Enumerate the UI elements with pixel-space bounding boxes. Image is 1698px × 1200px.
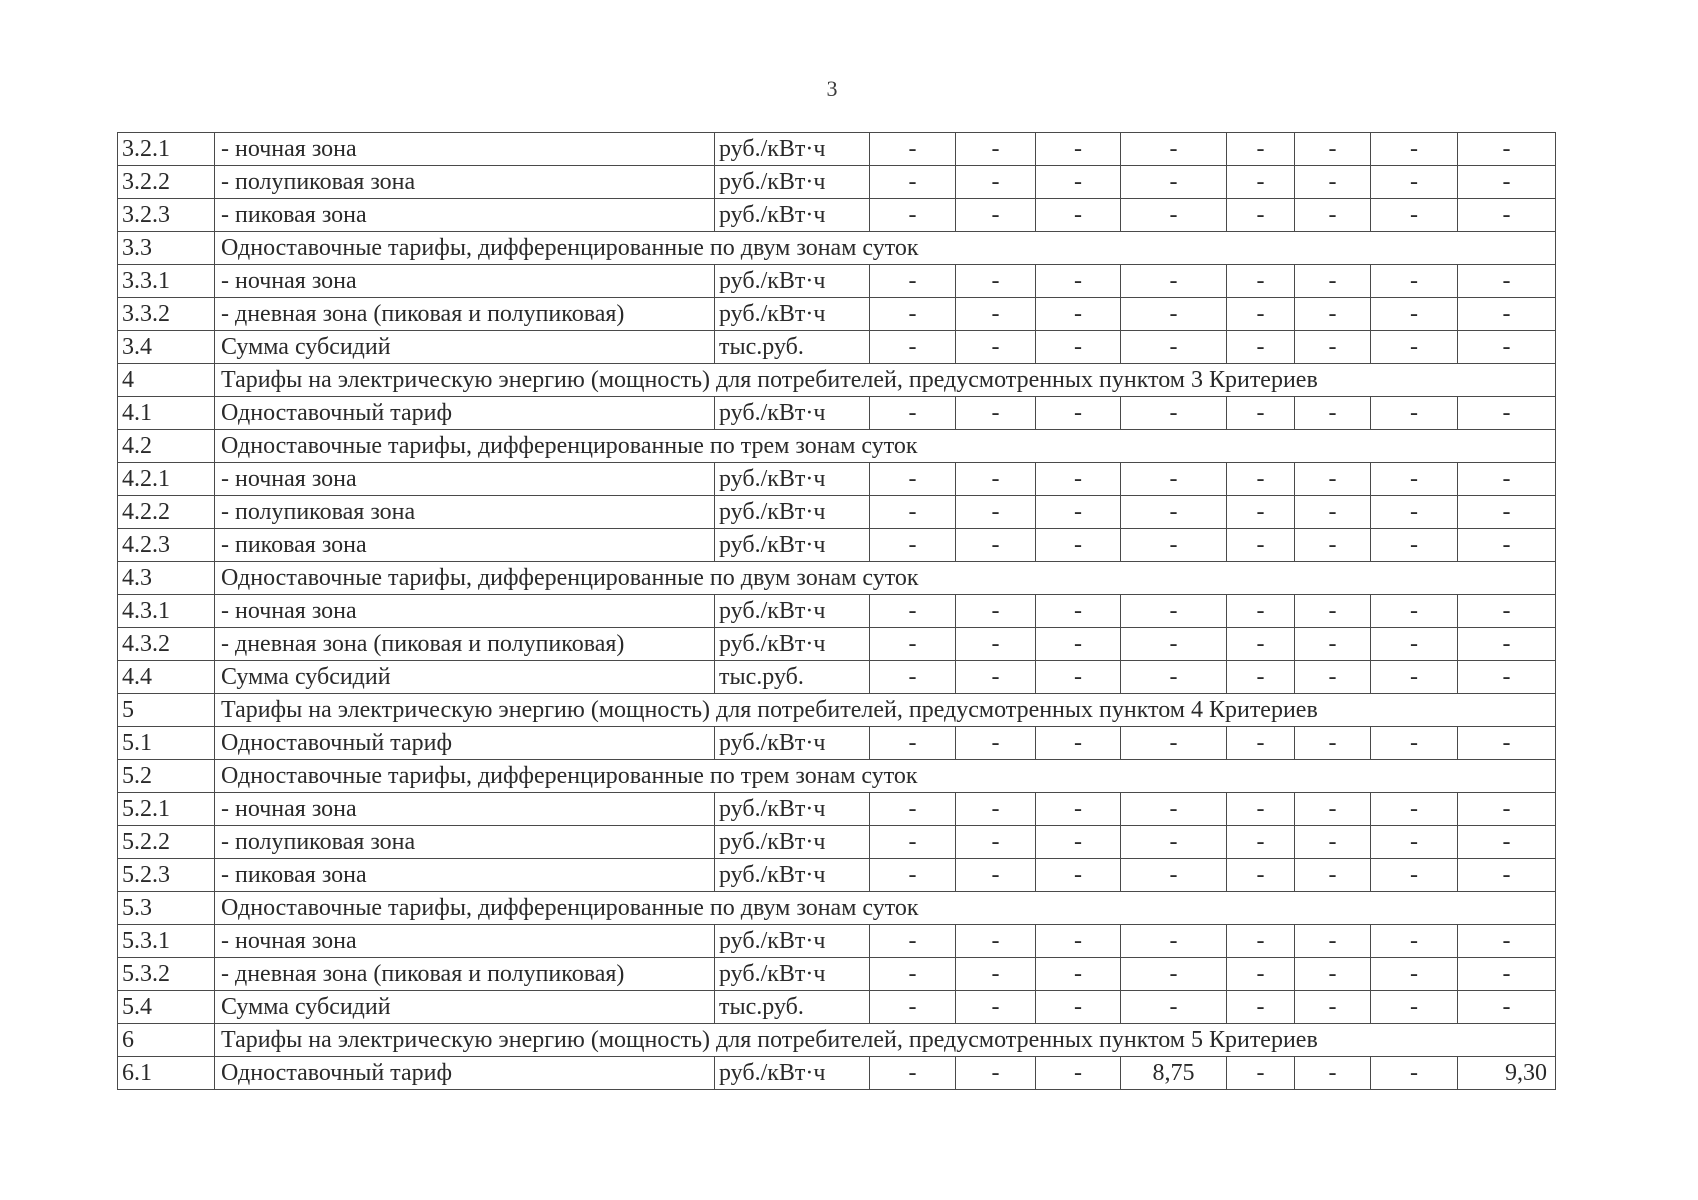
value-cell: - xyxy=(1295,958,1371,991)
value-cell: - xyxy=(956,826,1036,859)
value-cell: - xyxy=(870,793,956,826)
value-cell: - xyxy=(956,496,1036,529)
value-cell: - xyxy=(870,1057,956,1090)
value-cell: - xyxy=(1458,397,1556,430)
value-cell: - xyxy=(1371,727,1458,760)
row-number: 5.3.2 xyxy=(118,958,215,991)
row-name: Сумма субсидий xyxy=(215,991,715,1024)
section-title: Одноставочные тарифы, дифференцированные по трем зонам суток xyxy=(215,760,1556,793)
value-cell: - xyxy=(1227,397,1295,430)
value-cell: - xyxy=(1458,859,1556,892)
row-unit: руб./кВт·ч xyxy=(715,595,870,628)
section-title: Одноставочные тарифы, дифференцированные по двум зонам суток xyxy=(215,562,1556,595)
value-cell: - xyxy=(1371,925,1458,958)
table-row xyxy=(118,331,1556,364)
value-cell: - xyxy=(956,397,1036,430)
row-number: 5.3 xyxy=(118,892,215,925)
row-number: 4.2.2 xyxy=(118,496,215,529)
section-row xyxy=(118,760,1556,793)
value-cell: - xyxy=(1121,925,1227,958)
value-cell: - xyxy=(870,628,956,661)
value-cell: - xyxy=(1371,628,1458,661)
value-cell: - xyxy=(1295,265,1371,298)
row-name: - ночная зона xyxy=(215,133,715,166)
value-cell: - xyxy=(1458,595,1556,628)
value-cell: - xyxy=(870,859,956,892)
row-number: 4.3 xyxy=(118,562,215,595)
section-title: Тарифы на электрическую энергию (мощность) для потребителей, предусмотренных пунктом 5 Критериев xyxy=(215,1024,1556,1057)
row-name: Сумма субсидий xyxy=(215,331,715,364)
value-cell: - xyxy=(956,661,1036,694)
row-number: 5 xyxy=(118,694,215,727)
row-name: Одноставочный тариф xyxy=(215,1057,715,1090)
value-cell: - xyxy=(1227,331,1295,364)
row-name: - полупиковая зона xyxy=(215,166,715,199)
value-cell: - xyxy=(1458,331,1556,364)
value-cell: - xyxy=(1036,991,1121,1024)
value-cell: - xyxy=(1458,298,1556,331)
value-cell: - xyxy=(1295,166,1371,199)
row-unit: руб./кВт·ч xyxy=(715,496,870,529)
value-cell: - xyxy=(1295,628,1371,661)
value-cell: - xyxy=(956,529,1036,562)
value-cell: - xyxy=(1036,661,1121,694)
value-cell: - xyxy=(1295,331,1371,364)
table-row xyxy=(118,793,1556,826)
value-cell: - xyxy=(1458,628,1556,661)
value-cell: - xyxy=(1121,991,1227,1024)
value-cell: - xyxy=(1371,661,1458,694)
row-number: 6 xyxy=(118,1024,215,1057)
value-cell: - xyxy=(1121,859,1227,892)
value-cell: - xyxy=(1371,199,1458,232)
value-cell: - xyxy=(1036,331,1121,364)
value-cell: - xyxy=(1121,628,1227,661)
value-cell: - xyxy=(870,133,956,166)
value-cell: - xyxy=(1036,529,1121,562)
value-cell: - xyxy=(1458,265,1556,298)
row-number: 4.1 xyxy=(118,397,215,430)
value-cell: - xyxy=(1227,265,1295,298)
row-unit: руб./кВт·ч xyxy=(715,529,870,562)
value-cell: - xyxy=(956,199,1036,232)
row-number: 3.2.2 xyxy=(118,166,215,199)
row-unit: руб./кВт·ч xyxy=(715,727,870,760)
row-number: 4.4 xyxy=(118,661,215,694)
value-cell: - xyxy=(870,298,956,331)
value-cell: - xyxy=(1295,859,1371,892)
value-cell: - xyxy=(870,397,956,430)
value-cell: - xyxy=(1036,628,1121,661)
value-cell: - xyxy=(1371,859,1458,892)
value-cell: - xyxy=(1458,463,1556,496)
value-cell: - xyxy=(1036,265,1121,298)
row-number: 3.2.1 xyxy=(118,133,215,166)
value-cell: - xyxy=(1458,199,1556,232)
value-cell: - xyxy=(1371,595,1458,628)
row-unit: руб./кВт·ч xyxy=(715,628,870,661)
table-row xyxy=(118,199,1556,232)
row-unit: руб./кВт·ч xyxy=(715,463,870,496)
value-cell: - xyxy=(1458,661,1556,694)
value-cell: - xyxy=(1371,793,1458,826)
section-row xyxy=(118,232,1556,265)
value-cell: - xyxy=(870,331,956,364)
value-cell: - xyxy=(1458,925,1556,958)
value-cell: - xyxy=(1036,397,1121,430)
row-number: 3.3 xyxy=(118,232,215,265)
section-row xyxy=(118,364,1556,397)
row-name: - дневная зона (пиковая и полупиковая) xyxy=(215,298,715,331)
tariff-table xyxy=(117,132,1556,1090)
value-cell: - xyxy=(1371,826,1458,859)
row-unit: руб./кВт·ч xyxy=(715,958,870,991)
row-name: - полупиковая зона xyxy=(215,826,715,859)
value-cell: - xyxy=(1121,727,1227,760)
row-unit: руб./кВт·ч xyxy=(715,925,870,958)
value-cell: - xyxy=(1458,496,1556,529)
table-row xyxy=(118,628,1556,661)
table-row xyxy=(118,958,1556,991)
value-cell: - xyxy=(1121,661,1227,694)
row-number: 5.1 xyxy=(118,727,215,760)
value-cell: - xyxy=(1371,463,1458,496)
value-cell: - xyxy=(956,331,1036,364)
value-cell: - xyxy=(956,133,1036,166)
table-row xyxy=(118,925,1556,958)
value-cell: - xyxy=(956,859,1036,892)
value-cell: - xyxy=(870,529,956,562)
value-cell: - xyxy=(1227,166,1295,199)
value-cell: - xyxy=(1227,793,1295,826)
value-cell: - xyxy=(1458,826,1556,859)
value-cell: - xyxy=(1295,826,1371,859)
row-name: - ночная зона xyxy=(215,793,715,826)
table-row xyxy=(118,1057,1556,1090)
row-unit: руб./кВт·ч xyxy=(715,793,870,826)
value-cell: - xyxy=(1371,991,1458,1024)
row-name: - дневная зона (пиковая и полупиковая) xyxy=(215,628,715,661)
row-number: 5.4 xyxy=(118,991,215,1024)
value-cell: - xyxy=(1227,529,1295,562)
value-cell: - xyxy=(1227,595,1295,628)
value-cell: - xyxy=(1371,529,1458,562)
value-cell: - xyxy=(1458,793,1556,826)
table-row xyxy=(118,463,1556,496)
row-name: - полупиковая зона xyxy=(215,496,715,529)
value-cell: - xyxy=(1036,166,1121,199)
row-number: 4.3.1 xyxy=(118,595,215,628)
value-cell: - xyxy=(1371,397,1458,430)
row-name: - дневная зона (пиковая и полупиковая) xyxy=(215,958,715,991)
value-cell: - xyxy=(870,265,956,298)
value-cell: - xyxy=(1036,826,1121,859)
value-cell: - xyxy=(1227,925,1295,958)
row-unit: руб./кВт·ч xyxy=(715,199,870,232)
value-cell: - xyxy=(1227,628,1295,661)
value-cell: - xyxy=(1295,397,1371,430)
value-cell: - xyxy=(1036,199,1121,232)
value-cell: - xyxy=(870,496,956,529)
value-cell: - xyxy=(1036,133,1121,166)
section-title: Тарифы на электрическую энергию (мощность) для потребителей, предусмотренных пунктом 4 Критериев xyxy=(215,694,1556,727)
value-cell: - xyxy=(956,793,1036,826)
value-cell: - xyxy=(1458,133,1556,166)
value-cell: - xyxy=(1295,463,1371,496)
row-number: 3.2.3 xyxy=(118,199,215,232)
row-unit: тыс.руб. xyxy=(715,331,870,364)
row-number: 4.2.1 xyxy=(118,463,215,496)
row-unit: руб./кВт·ч xyxy=(715,166,870,199)
value-cell: - xyxy=(956,265,1036,298)
row-unit: тыс.руб. xyxy=(715,661,870,694)
table-row xyxy=(118,826,1556,859)
value-cell: - xyxy=(956,628,1036,661)
value-cell: - xyxy=(1371,265,1458,298)
section-row xyxy=(118,562,1556,595)
row-number: 5.2.2 xyxy=(118,826,215,859)
value-cell: - xyxy=(1371,1057,1458,1090)
value-cell: - xyxy=(1295,496,1371,529)
value-cell: - xyxy=(870,925,956,958)
table-row xyxy=(118,727,1556,760)
value-cell: - xyxy=(956,925,1036,958)
row-number: 4.2 xyxy=(118,430,215,463)
value-cell: - xyxy=(1121,397,1227,430)
value-cell: - xyxy=(1121,199,1227,232)
value-cell: - xyxy=(956,166,1036,199)
row-name: - ночная зона xyxy=(215,595,715,628)
value-cell: - xyxy=(1295,991,1371,1024)
row-name: - ночная зона xyxy=(215,265,715,298)
value-cell: - xyxy=(1295,793,1371,826)
section-title: Тарифы на электрическую энергию (мощность) для потребителей, предусмотренных пунктом 3 Критериев xyxy=(215,364,1556,397)
table-row xyxy=(118,496,1556,529)
row-number: 4.3.2 xyxy=(118,628,215,661)
row-number: 5.2.3 xyxy=(118,859,215,892)
value-cell: - xyxy=(956,991,1036,1024)
value-cell: - xyxy=(1036,595,1121,628)
table-row xyxy=(118,661,1556,694)
section-row xyxy=(118,430,1556,463)
value-cell: - xyxy=(1227,859,1295,892)
row-unit: руб./кВт·ч xyxy=(715,265,870,298)
value-cell: - xyxy=(1227,661,1295,694)
table-row xyxy=(118,298,1556,331)
value-cell: - xyxy=(956,958,1036,991)
value-cell: - xyxy=(1036,463,1121,496)
value-cell: - xyxy=(870,595,956,628)
value-cell: - xyxy=(1227,496,1295,529)
value-cell: - xyxy=(1371,958,1458,991)
value-cell: - xyxy=(1036,958,1121,991)
value-cell: - xyxy=(1121,331,1227,364)
value-cell: - xyxy=(1295,529,1371,562)
row-number: 5.2.1 xyxy=(118,793,215,826)
value-cell: - xyxy=(1371,496,1458,529)
value-cell: - xyxy=(870,991,956,1024)
table-row xyxy=(118,265,1556,298)
value-cell: - xyxy=(1121,595,1227,628)
value-cell: - xyxy=(956,1057,1036,1090)
row-number: 4 xyxy=(118,364,215,397)
value-cell: - xyxy=(1458,991,1556,1024)
row-number: 5.2 xyxy=(118,760,215,793)
section-row xyxy=(118,1024,1556,1057)
value-cell: - xyxy=(870,826,956,859)
table-row xyxy=(118,166,1556,199)
section-row xyxy=(118,694,1556,727)
value-cell: - xyxy=(1371,133,1458,166)
value-cell: - xyxy=(1036,496,1121,529)
value-cell: - xyxy=(1227,133,1295,166)
row-unit: руб./кВт·ч xyxy=(715,298,870,331)
value-cell: - xyxy=(1295,661,1371,694)
row-number: 3.4 xyxy=(118,331,215,364)
section-title: Одноставочные тарифы, дифференцированные по двум зонам суток xyxy=(215,232,1556,265)
value-cell: - xyxy=(1227,991,1295,1024)
table-row xyxy=(118,133,1556,166)
value-cell: - xyxy=(1295,199,1371,232)
value-cell: - xyxy=(1458,166,1556,199)
row-unit: руб./кВт·ч xyxy=(715,859,870,892)
table-row xyxy=(118,529,1556,562)
row-name: - пиковая зона xyxy=(215,529,715,562)
value-cell: - xyxy=(1121,958,1227,991)
value-cell: - xyxy=(1227,1057,1295,1090)
value-cell: - xyxy=(870,166,956,199)
section-row xyxy=(118,892,1556,925)
value-cell: - xyxy=(1121,793,1227,826)
value-cell: - xyxy=(1227,826,1295,859)
value-cell: - xyxy=(870,199,956,232)
value-cell: - xyxy=(870,727,956,760)
value-cell: - xyxy=(1295,925,1371,958)
row-unit: руб./кВт·ч xyxy=(715,826,870,859)
value-cell: - xyxy=(1121,298,1227,331)
row-name: - пиковая зона xyxy=(215,199,715,232)
value-cell: - xyxy=(1295,133,1371,166)
value-cell: - xyxy=(1036,925,1121,958)
value-cell: - xyxy=(1458,727,1556,760)
value-cell: - xyxy=(1121,133,1227,166)
value-cell: - xyxy=(1227,727,1295,760)
value-cell: - xyxy=(956,463,1036,496)
table-row xyxy=(118,859,1556,892)
table-row xyxy=(118,397,1556,430)
value-cell: - xyxy=(1371,298,1458,331)
row-unit: тыс.руб. xyxy=(715,991,870,1024)
value-cell: - xyxy=(1036,793,1121,826)
value-cell: - xyxy=(1295,727,1371,760)
row-name: Сумма субсидий xyxy=(215,661,715,694)
value-cell: - xyxy=(1227,463,1295,496)
value-cell: - xyxy=(1227,958,1295,991)
value-cell: - xyxy=(1371,166,1458,199)
value-cell: - xyxy=(956,298,1036,331)
row-name: Одноставочный тариф xyxy=(215,727,715,760)
value-cell: - xyxy=(1121,265,1227,298)
value-cell: - xyxy=(1036,1057,1121,1090)
value-cell: - xyxy=(870,463,956,496)
value-cell: - xyxy=(1295,595,1371,628)
value-cell: - xyxy=(870,958,956,991)
value-cell: - xyxy=(1121,529,1227,562)
value-cell: 9,30 xyxy=(1458,1057,1556,1090)
value-cell: - xyxy=(870,661,956,694)
value-cell: - xyxy=(956,595,1036,628)
row-number: 3.3.1 xyxy=(118,265,215,298)
row-number: 6.1 xyxy=(118,1057,215,1090)
value-cell: 8,75 xyxy=(1121,1057,1227,1090)
row-name: - ночная зона xyxy=(215,925,715,958)
value-cell: - xyxy=(1121,496,1227,529)
value-cell: - xyxy=(1036,298,1121,331)
row-unit: руб./кВт·ч xyxy=(715,1057,870,1090)
value-cell: - xyxy=(1458,529,1556,562)
row-number: 3.3.2 xyxy=(118,298,215,331)
page-number: 3 xyxy=(826,76,838,101)
value-cell: - xyxy=(1121,166,1227,199)
value-cell: - xyxy=(1371,331,1458,364)
table-row xyxy=(118,991,1556,1024)
row-unit: руб./кВт·ч xyxy=(715,133,870,166)
value-cell: - xyxy=(1121,826,1227,859)
value-cell: - xyxy=(1036,727,1121,760)
section-title: Одноставочные тарифы, дифференцированные по двум зонам суток xyxy=(215,892,1556,925)
table-row xyxy=(118,595,1556,628)
row-number: 4.2.3 xyxy=(118,529,215,562)
row-name: Одноставочный тариф xyxy=(215,397,715,430)
row-name: - ночная зона xyxy=(215,463,715,496)
row-name: - пиковая зона xyxy=(215,859,715,892)
section-title: Одноставочные тарифы, дифференцированные по трем зонам суток xyxy=(215,430,1556,463)
row-unit: руб./кВт·ч xyxy=(715,397,870,430)
value-cell: - xyxy=(1121,463,1227,496)
value-cell: - xyxy=(1295,1057,1371,1090)
value-cell: - xyxy=(956,727,1036,760)
table-body xyxy=(118,133,1556,1090)
value-cell: - xyxy=(1227,298,1295,331)
value-cell: - xyxy=(1227,199,1295,232)
value-cell: - xyxy=(1036,859,1121,892)
value-cell: - xyxy=(1295,298,1371,331)
row-number: 5.3.1 xyxy=(118,925,215,958)
value-cell: - xyxy=(1458,958,1556,991)
